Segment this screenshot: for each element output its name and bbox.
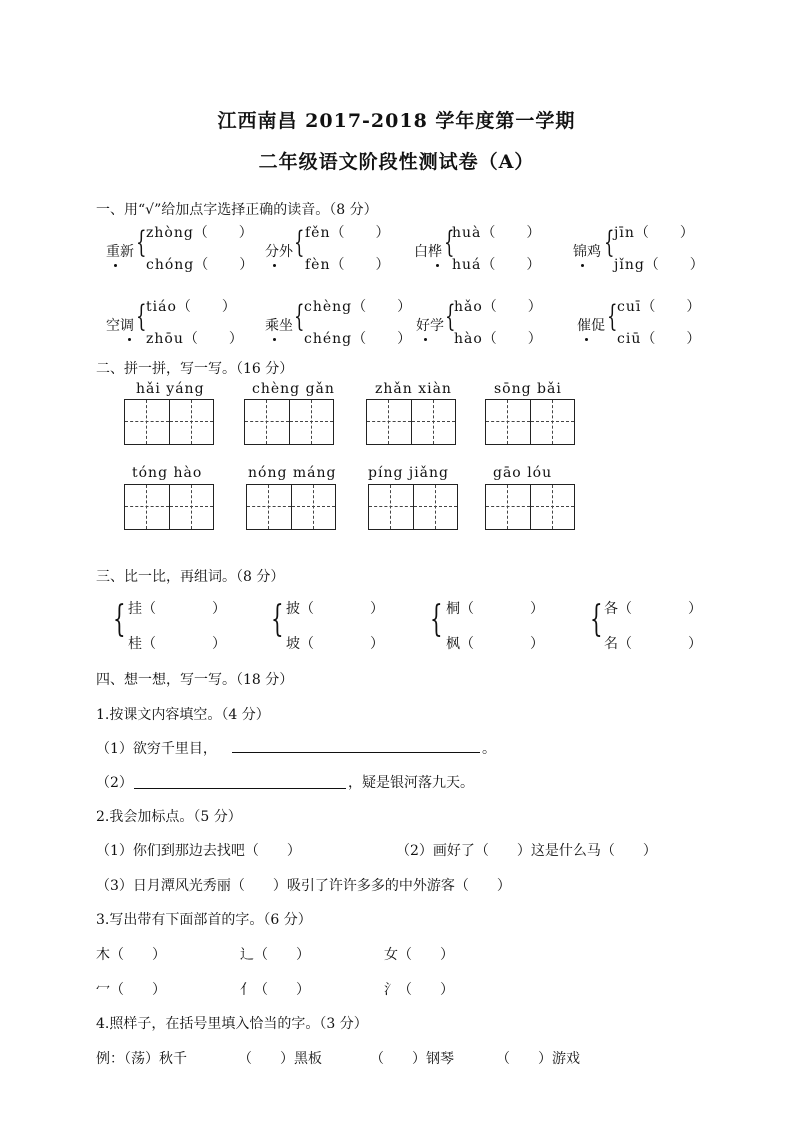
q1-option-bottom: chéng（ ）	[304, 331, 413, 347]
answer-blank[interactable]	[232, 752, 480, 753]
q1-option-top: fěn（ ）	[305, 225, 391, 241]
q3-heading: 三、比一比，再组词。（8 分）	[96, 569, 285, 585]
q4-p4-item: （ ）游戏	[496, 1051, 580, 1067]
brace: {	[445, 299, 456, 334]
writing-grid[interactable]	[485, 399, 575, 445]
q4-p2-line-1: （1）你们到那边去找吧（ ）	[96, 843, 301, 859]
q4-p4-item: （ ）黑板	[238, 1051, 322, 1067]
q2-pinyin: chèng gǎn	[252, 381, 335, 397]
q1-option-bottom: hào（ ）	[454, 331, 543, 347]
brace: {	[113, 599, 126, 640]
emphasis-dot	[114, 264, 117, 267]
q4-p3-item: 氵（ ）	[384, 982, 454, 998]
q4-p3-item: 木（ ）	[96, 947, 166, 963]
q1-option-top: jīn（ ）	[614, 225, 695, 241]
q3-bottom: 枫（ ）	[446, 636, 544, 652]
writing-grid[interactable]	[366, 399, 456, 445]
q3-bottom: 桂（ ）	[128, 636, 226, 652]
answer-blank[interactable]	[134, 788, 346, 789]
emphasis-dot	[424, 338, 427, 341]
q1-option-bottom: ciū（ ）	[617, 331, 702, 347]
q4-p4-example: 例：（荡）秋千	[96, 1051, 187, 1067]
writing-grid[interactable]	[244, 399, 334, 445]
q1-option-bottom: huá（ ）	[452, 257, 542, 273]
q1-word: 分外	[265, 244, 293, 260]
q1-word: 白桦	[414, 244, 442, 260]
q4-part2-heading: 2.我会加标点。（5 分）	[96, 809, 242, 825]
q2-pinyin: tóng hào	[132, 465, 203, 481]
q1-word: 好学	[416, 318, 444, 334]
q4-heading: 四、想一想，写一写。（18 分）	[96, 672, 294, 688]
q1-word: 乘坐	[265, 318, 293, 334]
q1-heading: 一、用“√”给加点字选择正确的读音。（8 分）	[96, 202, 378, 218]
q1-option-bottom: zhōu（ ）	[146, 331, 244, 347]
q1-option-top: hǎo（ ）	[454, 299, 543, 315]
brace: {	[271, 599, 284, 640]
q2-pinyin: píng jiǎng	[368, 465, 450, 481]
q3-bottom: 坡（ ）	[286, 636, 384, 652]
q4-p3-item: 冖（ ）	[96, 982, 166, 998]
q1-word: 锦鸡	[573, 244, 601, 260]
q1-option-bottom: fèn（ ）	[305, 257, 391, 273]
emphasis-dot	[585, 338, 588, 341]
q2-pinyin: zhǎn xiàn	[375, 381, 452, 397]
q1-option-bottom: jǐng（ ）	[614, 257, 705, 273]
writing-grid[interactable]	[485, 484, 575, 530]
brace: {	[136, 225, 147, 260]
q3-top: 各（ ）	[604, 601, 702, 617]
q4-p1-line-a: （1）欲穷千里目，	[96, 741, 217, 757]
exam-title-line2: 二年级语文阶段性测试卷（A）	[258, 151, 535, 173]
q4-p2-line-3: （3）日月潭风光秀丽（ ）吸引了许许多多的中外游客（ ）	[96, 878, 511, 894]
q2-pinyin: hǎi yáng	[136, 381, 205, 397]
q3-top: 挂（ ）	[128, 601, 226, 617]
exam-title-line1: 江西南昌 2017-2018 学年度第一学期	[217, 110, 576, 132]
q1-word: 重新	[106, 244, 134, 260]
q4-p1-line-b: （2）	[96, 775, 133, 791]
q3-top: 桐（ ）	[446, 601, 544, 617]
writing-grid[interactable]	[246, 484, 336, 530]
brace: {	[294, 299, 305, 334]
q4-p1-line-b-end: ，疑是银河落九天。	[348, 775, 474, 791]
q1-option-top: chèng（ ）	[304, 299, 413, 315]
q1-word: 空调	[106, 318, 134, 334]
brace: {	[430, 599, 443, 640]
emphasis-dot	[273, 264, 276, 267]
brace: {	[294, 225, 305, 260]
q1-word: 催促	[577, 318, 605, 334]
brace: {	[444, 225, 455, 260]
brace: {	[590, 599, 603, 640]
q2-pinyin: sōng bǎi	[494, 381, 562, 397]
q4-part3-heading: 3.写出带有下面部首的字。（6 分）	[96, 912, 312, 928]
brace: {	[607, 299, 618, 334]
emphasis-dot	[273, 338, 276, 341]
q1-option-top: tiáo（ ）	[146, 299, 237, 315]
q2-pinyin: gāo lóu	[493, 465, 553, 481]
emphasis-dot	[581, 264, 584, 267]
writing-grid[interactable]	[124, 399, 214, 445]
q4-part4-heading: 4.照样子，在括号里填入恰当的字。（3 分）	[96, 1016, 368, 1032]
emphasis-dot	[128, 338, 131, 341]
q1-option-top: cuī（ ）	[617, 299, 702, 315]
brace: {	[604, 225, 615, 260]
q3-top: 披（ ）	[286, 601, 384, 617]
q1-option-top: huà（ ）	[452, 225, 542, 241]
q4-p4-item: （ ）钢琴	[370, 1051, 454, 1067]
q1-option-bottom: chóng（ ）	[146, 257, 255, 273]
q4-p3-item: 亻（ ）	[240, 982, 310, 998]
q1-option-top: zhòng（ ）	[146, 225, 254, 241]
q4-p3-item: 辶（ ）	[240, 947, 310, 963]
writing-grid[interactable]	[368, 484, 458, 530]
q2-pinyin: nóng máng	[248, 465, 337, 481]
writing-grid[interactable]	[124, 484, 214, 530]
q2-heading: 二、拼一拼，写一写。（16 分）	[96, 361, 294, 377]
q3-bottom: 名（ ）	[604, 636, 702, 652]
q4-p2-line-2: （2）画好了（ ）这是什么马（ ）	[396, 843, 657, 859]
q4-p3-item: 女（ ）	[384, 947, 454, 963]
q4-part1-heading: 1.按课文内容填空。（4 分）	[96, 707, 270, 723]
q4-p1-line-a-end: 。	[482, 741, 496, 757]
brace: {	[136, 299, 147, 334]
emphasis-dot	[436, 264, 439, 267]
